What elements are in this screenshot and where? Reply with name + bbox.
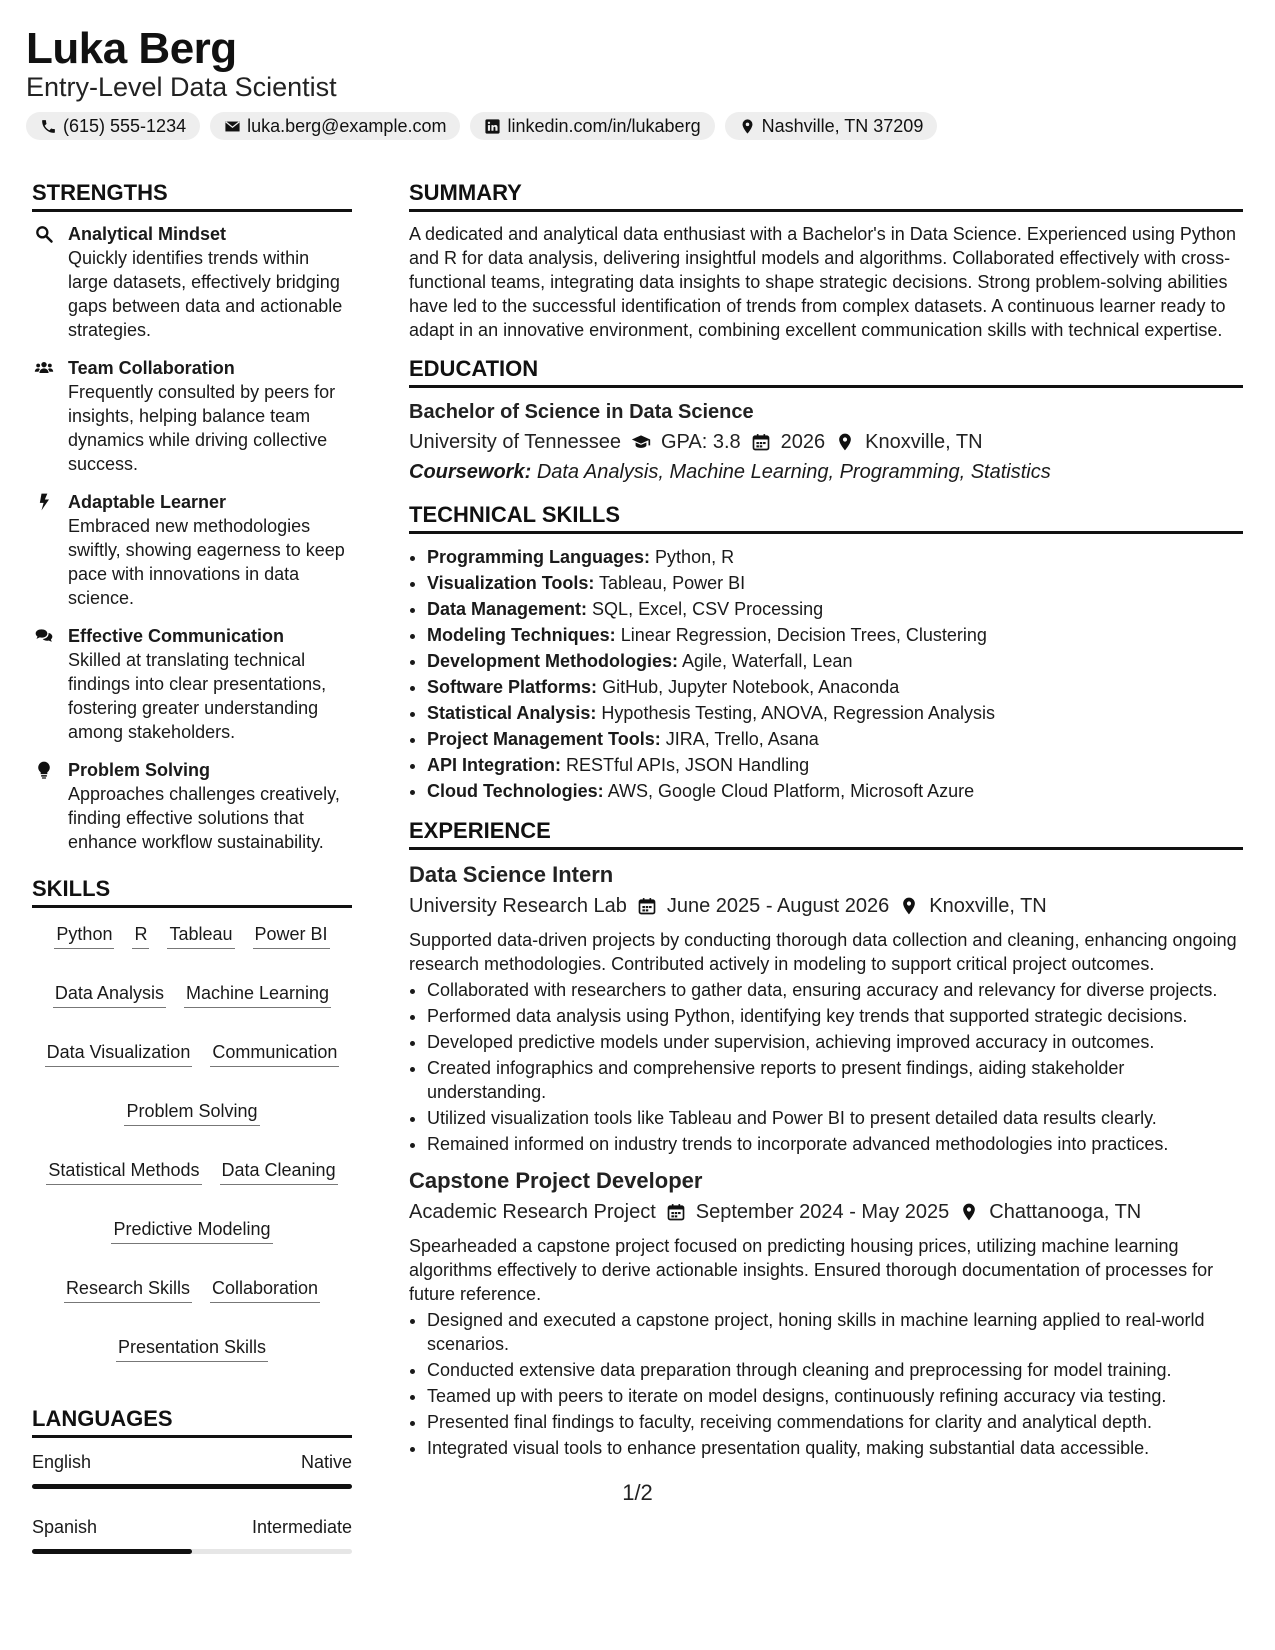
map-pin-icon [959,1202,979,1222]
contact-location[interactable] [725,112,938,140]
strengths-heading: STRENGTHS [32,180,352,212]
list-item: • Teamed up with peers to iterate on model designs, continuously refining accuracy via testing. [427,1384,1243,1408]
list-item: • Statistical Analysis: Hypothesis Testing, ANOVA, Regression Analysis [427,700,1243,726]
school-location: Knoxville, TN [865,431,983,453]
skill-tag: Machine Learning [184,981,331,1008]
list-item: • API Integration: RESTful APIs, JSON Handling [427,752,1243,778]
strength-desc: Frequently consulted by peers for insights, helping balance team dynamics while driving collective success. [68,382,336,474]
list-item: • Visualization Tools: Tableau, Power BI [427,570,1243,596]
strength-desc: Skilled at translating technical findings into clear presentations, fostering greater understanding among stakeholders. [68,650,327,742]
contact-phone[interactable] [26,112,200,140]
skill-tag: Presentation Skills [116,1335,268,1362]
calendar-icon [751,432,771,452]
language-level: Native [300,1452,352,1472]
strength-item [32,624,352,744]
left-column [32,180,352,1580]
job-dates: September 2024 - May 2025 [695,1201,950,1223]
list-item: • Conducted extensive data preparation through cleaning and preprocessing for model training. [427,1358,1243,1382]
candidate-title: Entry-Level Data Scientist [26,72,337,102]
language-row [32,1515,352,1539]
job-title: Data Science Intern [409,862,614,887]
job-org: Academic Research Project [409,1201,656,1223]
list-item: • Software Platforms: GitHub, Jupyter Notebook, Anaconda [427,674,1243,700]
skills-list [32,918,352,1362]
degree-title: Bachelor of Science in Data Science [409,401,754,423]
search-icon [34,224,54,244]
grad-year: 2026 [780,431,826,453]
education-heading: EDUCATION [409,356,1243,388]
school-name: University of Tennessee [409,431,621,453]
strength-title: Adaptable Learner [68,492,227,512]
email-text: luka.berg@example.com [247,116,447,136]
comments-icon [34,626,54,646]
education-meta [409,426,1243,458]
coursework-label: Coursework: [409,461,532,483]
language-name: English [32,1452,92,1472]
skill-tag: Data Visualization [45,1040,193,1067]
job-description: Spearheaded a capstone project focused on predicting housing prices, utilizing machine learning algorithms effectively to derive actionable insights. Ensured thorough documentation of processes for future reference. [409,1236,1214,1304]
skill-tag: R [132,922,149,949]
list-item: • Utilized visualization tools like Tableau and Power BI to present detailed data results clearly. [427,1106,1243,1130]
phone-text: (615) 555-1234 [63,116,187,136]
language-row [32,1450,352,1474]
summary-text: A dedicated and analytical data enthusiast with a Bachelor's in Data Science. Experienced using Python and R for data analysis, delivering insightful models and algorithms. Collaborated effectively with cross-functional teams, integrating data insights to shape strategic decisions. Strong problem-solving abilities have led to the successful identification of trends from complex datasets. A continuous learner ready to adapt in an innovative environment, combining excellent communication skills with technical expertise. [409,224,1236,340]
calendar-icon [637,896,657,916]
job-bullets [409,978,1243,1156]
graduation-cap-icon [631,432,651,452]
location-text: Nashville, TN 37209 [761,116,924,136]
map-pin-icon [835,432,855,452]
summary-heading: SUMMARY [409,180,1243,212]
skill-tag: Data Analysis [53,981,166,1008]
phone-icon [40,118,57,135]
lightbulb-icon [34,760,54,780]
skill-tag: Data Cleaning [220,1158,338,1185]
strength-item [32,758,352,854]
gpa-text: GPA: 3.8 [660,431,741,453]
envelope-icon [224,118,241,135]
job-meta [409,1196,1243,1228]
list-item: • Created infographics and comprehensive reports to present findings, aiding stakeholder understanding. [427,1056,1243,1104]
linkedin-icon [484,118,501,135]
skill-tag: Communication [210,1040,339,1067]
contact-email[interactable] [210,112,460,140]
linkedin-text: linkedin.com/in/lukaberg [507,116,701,136]
strength-desc: Approaches challenges creatively, finding effective solutions that enhance workflow sustainability. [68,784,340,852]
list-item: • Development Methodologies: Agile, Waterfall, Lean [427,648,1243,674]
job-entry [409,1166,1243,1460]
list-item: • Cloud Technologies: AWS, Google Cloud Platform, Microsoft Azure [427,778,1243,804]
list-item: • Collaborated with researchers to gather data, ensuring accuracy and relevancy for diverse projects. [427,978,1243,1002]
list-item: • Modeling Techniques: Linear Regression, Decision Trees, Clustering [427,622,1243,648]
strength-item [32,356,352,476]
job-dates: June 2025 - August 2026 [666,895,890,917]
job-title: Capstone Project Developer [409,1168,703,1193]
list-item: • Integrated visual tools to enhance presentation quality, making substantial data accessible. [427,1436,1243,1460]
language-bar [32,1549,352,1554]
job-location: Chattanooga, TN [989,1201,1142,1223]
skill-tag: Statistical Methods [46,1158,201,1185]
coursework-list: Data Analysis, Machine Learning, Programming, Statistics [536,461,1051,483]
candidate-name: Luka Berg [26,24,237,73]
users-icon [34,358,54,378]
job-bullets [409,1308,1243,1460]
right-column [409,180,1243,1462]
strength-title: Analytical Mindset [68,224,227,244]
strength-title: Problem Solving [68,760,211,780]
technical-skills-heading: TECHNICAL SKILLS [409,502,1243,534]
list-item: • Programming Languages: Python, R [427,544,1243,570]
strength-title: Effective Communication [68,626,285,646]
list-item: • Developed predictive models under supervision, achieving improved accuracy in outcomes. [427,1030,1243,1054]
skill-tag: Collaboration [210,1276,320,1303]
skill-tag: Research Skills [64,1276,192,1303]
list-item: • Remained informed on industry trends to incorporate advanced methodologies into practices. [427,1132,1243,1156]
contact-linkedin[interactable] [470,112,714,140]
list-item: • Designed and executed a capstone project, honing skills in machine learning applied to real-world scenarios. [427,1308,1243,1356]
skill-tag: Power BI [253,922,330,949]
job-description: Supported data-driven projects by conducting thorough data collection and cleaning, enhancing ongoing research methodologies. Contributed actively in modeling to support critical project outcomes. [409,930,1237,974]
skill-tag: Tableau [167,922,234,949]
experience-list [409,860,1243,1460]
skills-heading: SKILLS [32,876,352,908]
contact-bar [26,112,1249,140]
strength-item [32,222,352,342]
job-org: University Research Lab [409,895,627,917]
list-item: • Project Management Tools: JIRA, Trello, Asana [427,726,1243,752]
list-item: • Performed data analysis using Python, identifying key trends that supported strategic decisions. [427,1004,1243,1028]
strength-desc: Embraced new methodologies swiftly, showing eagerness to keep pace with innovations in data science. [68,516,345,608]
job-meta [409,890,1243,922]
bolt-icon [34,492,54,512]
job-location: Knoxville, TN [929,895,1047,917]
language-bar-fill [32,1549,192,1554]
coursework [409,458,1243,486]
skill-tag: Predictive Modeling [111,1217,272,1244]
languages-heading: LANGUAGES [32,1406,352,1438]
strength-title: Team Collaboration [68,358,235,378]
technical-skills-list [409,544,1243,804]
calendar-icon [666,1202,686,1222]
page-number: 1/2 [622,1480,653,1505]
skill-tag: Python [54,922,114,949]
list-item: • Presented final findings to faculty, receiving commendations for clarity and analytical depth. [427,1410,1243,1434]
language-name: Spanish [32,1517,98,1537]
job-entry [409,860,1243,1156]
strength-desc: Quickly identifies trends within large datasets, effectively bridging gaps between data and actionable strategies. [68,248,343,340]
language-level: Intermediate [251,1517,352,1537]
strength-item [32,490,352,610]
skill-tag: Problem Solving [124,1099,259,1126]
map-pin-icon [739,118,756,135]
list-item: • Data Management: SQL, Excel, CSV Processing [427,596,1243,622]
resume-header [26,22,1249,140]
map-pin-icon [899,896,919,916]
experience-heading: EXPERIENCE [409,818,1243,850]
